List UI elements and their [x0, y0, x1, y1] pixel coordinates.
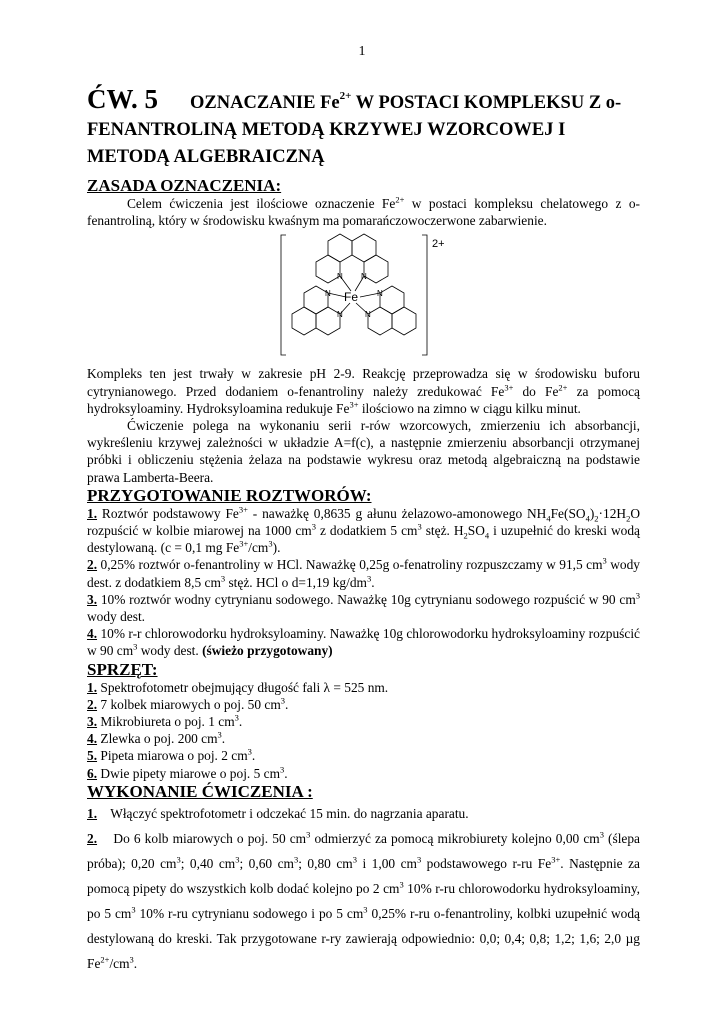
svg-text:N: N [325, 289, 331, 299]
list-item: 1. Spektrofotometr obejmujący długość fali λ = 525 nm. [87, 679, 389, 695]
list-item: 4. Zlewka o poj. 200 $cm^3$. [87, 729, 226, 747]
list-item: 4. 10% r-r chlorowodorku hydroksyloaminy. Naważkę 10g chlorowodorku hydroksyloaminy rozpuścić w 90 $cm^3$ wody dest. (świeżo przygotowany) [87, 626, 640, 659]
svg-text:N: N [337, 272, 343, 282]
complex-charge-label: 2+ [432, 238, 445, 251]
section-heading-wykonanie: WYKONANIE ĆWICZENIA : [87, 781, 313, 801]
svg-text:N: N [337, 310, 343, 320]
fe-phenanthroline-complex-structure [280, 233, 458, 357]
list-item: 1. Roztwór podstawowy $Fe^{3+}$ - naważkę 0,8635 g ałunu żelazowo-amonowego $NH_4Fe(SO_4)_2\cdot 12H_2O$ rozpuścić w kolbie miarowej na 1000 $cm^3$ z dodatkiem 5 $cm^3$ stęż. $H_2SO_4$ i uzupełnić do kreski wodą destylowaną. (c = 0,1 mg $Fe^{3+}/cm^3$). [87, 504, 640, 556]
list-item: 2. 0,25% roztwór o-fenantroliny w HCl. Naważkę 0,25g o-fenatroliny rozpuszczamy w 91,5 $cm^3$ wody dest. z dodatkiem 8,5 $cm^3$ stęż. HCl o d=1,19 $kg/dm^3$. [87, 555, 640, 590]
paragraph-intro: Celem ćwiczenia jest ilościowe oznaczenie $Fe^{2+}$ w postaci kompleksu chelatowego z o-fenantroliną, który w środowisku kwaśnym ma pomarańczowoczerwone zabarwienie. [87, 194, 640, 229]
exercise-number: ĆW. 5 [87, 84, 159, 114]
list-item: 2. 7 kolbek miarowych o poj. 50 $cm^3$. [87, 695, 289, 712]
list-item: 3. Mikrobiureta o poj. 1 $cm^3$. [87, 712, 243, 730]
page-number: 1 [358, 44, 366, 59]
paragraph-method-description: Ćwiczenie polega na wykonaniu serii r-rów wzorcowych, zmierzeniu ich absorbancji, wykreśleniu krzywej zależności w układzie A=f(c), a następnie zmierzeniu absorbancji otrzymanej próbki i obliczeniu stężenia żelaza na podstawie wykresu oraz metodą algebraiczną na podstawie prawa Lamberta-Beera. [87, 418, 640, 485]
exercise-title: ĆW. 5 OZNACZANIE $Fe^{2+}$ W POSTACI KOMPLEKSU Z o-FENANTROLINĄ METODĄ KRZYWEJ WZORCOWEJ I METODĄ ALGEBRAICZNĄ [87, 84, 622, 167]
section-heading-przygotowanie: PRZYGOTOWANIE ROZTWORÓW: [87, 485, 372, 505]
paragraph-complex-stability: Kompleks ten jest trwały w zakresie pH 2-9. Reakcję przeprowadza się w środowisku buforu cytrynianowego. Przed dodaniem o-fenantroliny należy zredukować $Fe^{3+}$ do $Fe^{2+}$ za pomocą hydroksyloaminy. Hydroksyloamina redukuje $Fe^{3+}$ ilościowo na zimno w ciągu kilku minut. [87, 366, 640, 416]
svg-text:N: N [361, 272, 367, 282]
svg-text:N: N [377, 289, 383, 299]
svg-text:N: N [365, 310, 371, 320]
section-heading-sprzet: SPRZĘT: [87, 659, 158, 679]
section-heading-zasada: ZASADA OZNACZENIA: [87, 176, 282, 195]
list-item: 2. Do 6 kolb miarowych o poj. 50 $cm^3$ odmierzyć za pomocą mikrobiurety kolejno 0,00 $cm^3$ (ślepa próba); 0,20 $cm^3$; 0,40 $cm^3$; 0,60 $cm^3$; 0,80 $cm^3$ i 1,00 $cm^3$ podstawowego r-ru $Fe^{3+}$. Następnie za pomocą pipety do wszystkich kolb dodać kolejno po 2 $cm^3$ 10% r-ru chlorowodorku hydroksyloaminy, po 5 $cm^3$ 10% r-ru cytrynianu sodowego i po 5 $cm^3$ 0,25% r-ru o-fenantroliny, kolbki uzupełnić wodą destylowaną do kreski. Tak przygotowane r-ry zawierają odpowiednio: 0,0; 0,4; 0,8; 1,2; 1,6; 2,0 µg $Fe^{2+}/cm^3$. [87, 829, 641, 971]
list-item: 1. Włączyć spektrofotometr i odczekać 15 min. do nagrzania aparatu. [87, 805, 469, 821]
list-item: 3. 10% roztwór wodny cytrynianu sodowego. Naważkę 10g cytrynianu sodowego rozpuścić w 90 $cm^3$ wody dest. [87, 590, 640, 625]
list-item: 6. Dwie pipety miarowe o poj. 5 $cm^3$. [87, 764, 288, 781]
list-item: 5. Pipeta miarowa o poj. 2 $cm^3$. [87, 747, 256, 764]
fe-center-label: Fe [344, 290, 359, 305]
document-body [87, 176, 640, 976]
